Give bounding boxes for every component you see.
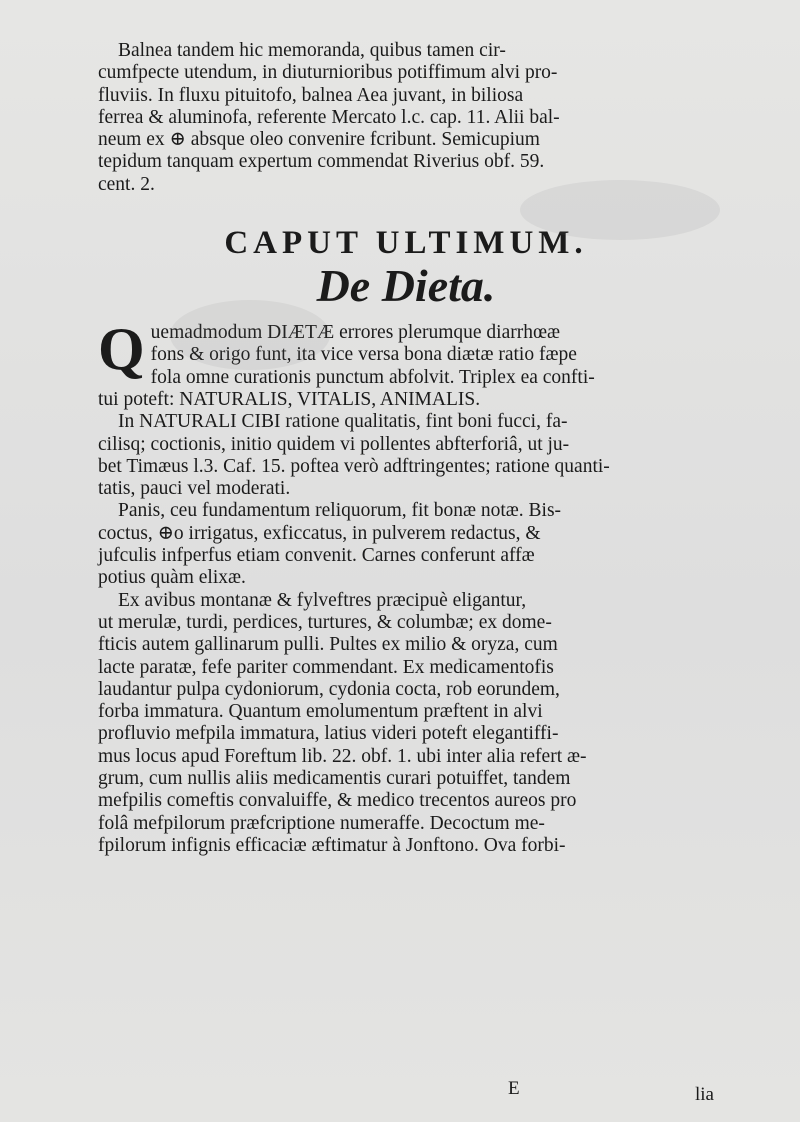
text-line: cilisq; coctionis, initio quidem vi pollentes abfterforiâ, ut ju- xyxy=(98,433,570,455)
text-line: tepidum tanquam expertum commendat Riverius obf. 59. xyxy=(98,151,545,173)
text-line: fons & origo funt, ita vice versa bona diætæ ratio fæpe xyxy=(150,344,577,366)
natural-paragraph xyxy=(98,411,714,500)
text-line: fpilorum infignis efficaciæ æftimatur à Jonftono. Ova forbi- xyxy=(98,834,566,856)
signature-mark: E xyxy=(508,1078,520,1099)
text-line: ut merulæ, turdi, perdices, turtures, & columbæ; ex dome- xyxy=(98,611,552,633)
text-line: Ex avibus montanæ & fylveftres præcipuè eligantur, xyxy=(118,589,527,611)
text-line: grum, cum nullis aliis medicamentis curari potuiffet, tandem xyxy=(98,768,571,790)
text-line: neum ex ⊕ absque oleo convenire fcribunt. Semicupium xyxy=(98,129,540,151)
text-line: potius quàm elixæ. xyxy=(98,567,246,589)
text-line: lacte paratæ, fefe pariter commendant. Ex medicamentofis xyxy=(98,656,554,678)
catchword: lia xyxy=(695,1084,714,1105)
text-line: fluviis. In fluxu pituitofo, balnea Aea juvant, in biliosa xyxy=(98,84,524,106)
intro-paragraph xyxy=(98,316,714,411)
text-line: In NATURALI CIBI ratione qualitatis, fint boni fucci, fa- xyxy=(118,411,568,433)
text-line: profluvio mefpila immatura, latius videri poteft elegantiffi- xyxy=(98,723,559,745)
text-line: folâ mefpilorum præfcriptione numeraffe. Decoctum me- xyxy=(98,812,545,834)
text-line: mefpilis comeftis convaluiffe, & medico trecentos aureos pro xyxy=(98,790,577,812)
text-line: uemadmodum DIÆTÆ errores plerumque diarrhœæ xyxy=(150,322,561,344)
top-paragraph xyxy=(98,40,714,196)
text-line: jufculis infperfus etiam convenit. Carnes conferunt affæ xyxy=(98,545,535,567)
text-line: fola omne curationis punctum abfolvit. Triplex ea confti- xyxy=(150,366,595,388)
text-line: tui poteft: NATURALIS, VITALIS, ANIMALIS. xyxy=(98,388,481,410)
drop-cap: Q xyxy=(98,316,145,383)
text-line: coctus, ⊕o irrigatus, exficcatus, in pulverem redactus, & xyxy=(98,522,541,544)
text-line: fticis autem gallinarum pulli. Pultes ex milio & oryza, cum xyxy=(98,634,558,656)
text-line: bet Timæus l.3. Caf. 15. poftea verò adftringentes; ratione quanti- xyxy=(98,455,610,477)
text-line: Balnea tandem hic memoranda, quibus tamen cir- xyxy=(118,40,506,61)
avibus-paragraph xyxy=(98,590,714,858)
text-line: forba immatura. Quantum emolumentum præftent in alvi xyxy=(98,701,543,723)
text-line: Panis, ceu fundamentum reliquorum, fit bonæ notæ. Bis- xyxy=(118,500,562,522)
text-line: cumfpecte utendum, in diuturnioribus potiffimum alvi pro- xyxy=(98,62,558,84)
text-line: mus locus apud Foreftum lib. 22. obf. 1. ubi inter alia refert æ- xyxy=(98,745,587,767)
text-line: laudantur pulpa cydoniorum, cydonia cocta, rob eorundem, xyxy=(98,678,560,700)
text-line: ferrea & aluminofa, referente Mercato l.c. cap. 11. Alii bal- xyxy=(98,106,560,128)
chapter-subtitle: De Dieta. xyxy=(316,260,496,312)
text-line: tatis, pauci vel moderati. xyxy=(98,478,291,500)
panis-paragraph xyxy=(98,500,714,589)
text-line: cent. 2. xyxy=(98,173,155,195)
chapter-title: CAPUT ULTIMUM. xyxy=(224,225,588,262)
